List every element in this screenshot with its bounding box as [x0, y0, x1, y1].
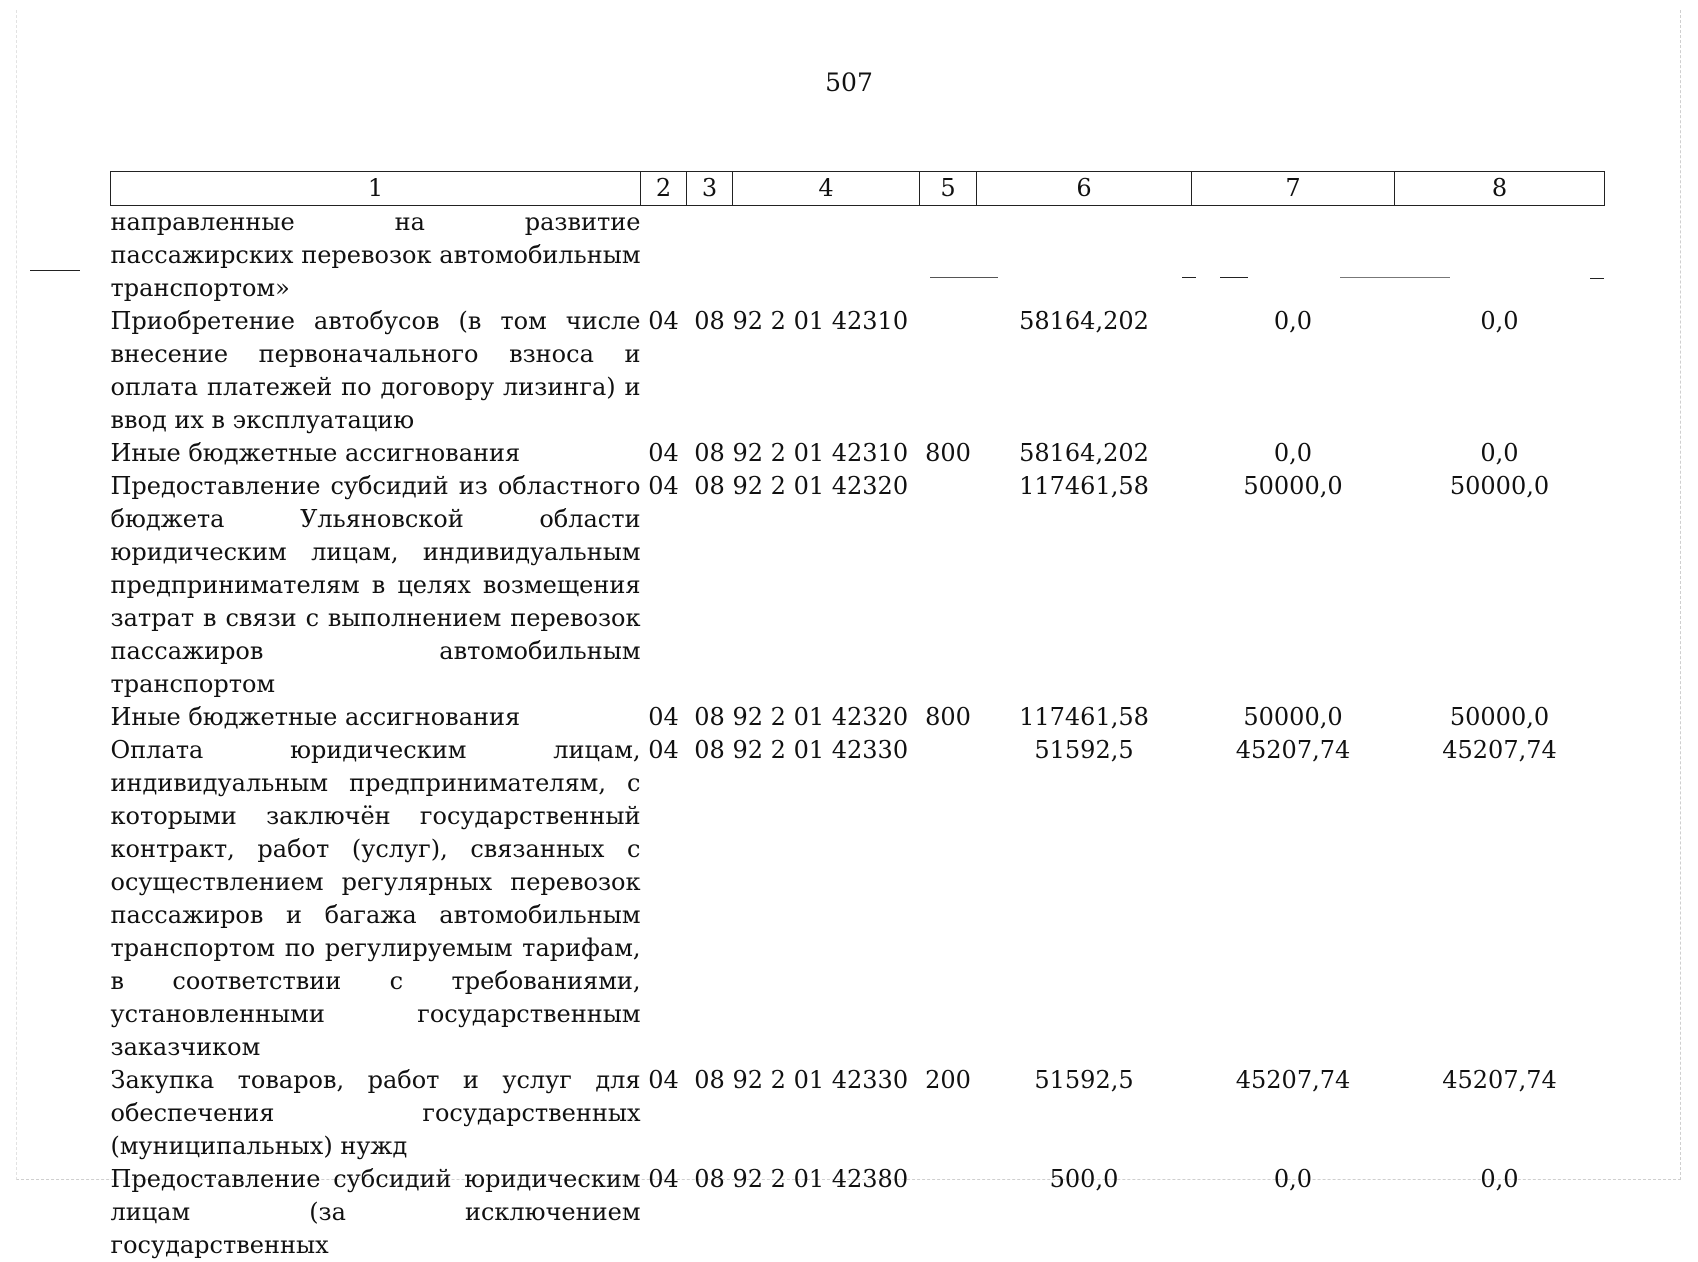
row-section: 04 — [648, 439, 679, 467]
row-section: 04 — [648, 1066, 679, 1094]
row-subsection: 08 — [694, 736, 725, 764]
header-col-4: 4 — [733, 172, 920, 206]
row-subsection: 08 — [694, 472, 725, 500]
row-name: Иные бюджетные ассигнования — [110, 703, 521, 731]
page-number: 507 — [825, 68, 873, 97]
row-value-8: 50000,0 — [1449, 472, 1550, 500]
row-target-code: 92 2 01 42310 — [732, 307, 909, 335]
row-value-6: 58164,202 — [1019, 307, 1149, 335]
row-subsection: 08 — [694, 307, 725, 335]
row-value-8 — [1395, 206, 1605, 306]
row-value-6: 117461,58 — [1019, 472, 1149, 500]
row-target-code: 92 2 01 42320 — [732, 472, 909, 500]
row-value-8: 45207,74 — [1442, 736, 1557, 764]
row-expense-type — [920, 305, 977, 437]
header-col-7: 7 — [1192, 172, 1395, 206]
row-value-6: 51592,5 — [1034, 736, 1134, 764]
table-row — [111, 701, 1605, 734]
row-name: Предоставление субсидий юридическим лицам (за исключением государственных — [110, 1165, 641, 1259]
row-expense-type — [920, 734, 977, 1064]
row-value-6: 51592,5 — [1034, 1066, 1134, 1094]
row-value-7: 0,0 — [1273, 439, 1313, 467]
row-value-7: 50000,0 — [1243, 472, 1343, 500]
row-subsection: 08 — [694, 703, 725, 731]
row-subsection: 08 — [694, 1066, 725, 1094]
row-name: Иные бюджетные ассигнования — [110, 439, 521, 467]
row-subsection: 08 — [694, 439, 725, 467]
row-section: 04 — [648, 736, 679, 764]
header-col-8: 8 — [1395, 172, 1605, 206]
table-row — [111, 470, 1605, 701]
row-target-code: 92 2 01 42380 — [732, 1165, 909, 1193]
row-value-8: 0,0 — [1480, 307, 1519, 335]
row-expense-type: 800 — [925, 703, 971, 731]
header-col-1: 1 — [111, 172, 641, 206]
row-value-6: 58164,202 — [1019, 439, 1149, 467]
row-value-8: 0,0 — [1480, 439, 1519, 467]
header-col-5: 5 — [920, 172, 977, 206]
scan-artifact-dash — [30, 270, 80, 271]
header-col-6: 6 — [977, 172, 1192, 206]
header-col-3: 3 — [687, 172, 733, 206]
row-value-8: 0,0 — [1480, 1165, 1519, 1193]
row-expense-type — [920, 1163, 977, 1262]
header-col-2: 2 — [641, 172, 687, 206]
row-value-7: 0,0 — [1273, 1165, 1313, 1193]
row-section: 04 — [648, 1165, 679, 1193]
row-value-6 — [977, 206, 1192, 306]
row-expense-type: 200 — [925, 1066, 971, 1094]
row-section: 04 — [648, 703, 679, 731]
row-subsection: 08 — [694, 1165, 725, 1193]
row-value-7: 45207,74 — [1235, 1066, 1351, 1094]
row-section: 04 — [648, 307, 679, 335]
table-row — [111, 206, 1605, 306]
row-expense-type — [920, 206, 977, 306]
row-name: Предоставление субсидий из областного бюджета Ульяновской области юридическим лицам, индивидуальным предпринимателям в целях возмещения затрат в связи с выполнением перевозок пассажиров автомобильным транспортом — [110, 472, 641, 698]
row-expense-type — [920, 470, 977, 701]
row-target-code: 92 2 01 42330 — [732, 1066, 909, 1094]
row-value-6: 500,0 — [1049, 1165, 1119, 1193]
row-target-code: 92 2 01 42330 — [732, 736, 909, 764]
header-row — [111, 172, 1605, 206]
row-value-7: 50000,0 — [1243, 703, 1343, 731]
row-name: Оплата юридическим лицам, индивидуальным предпринимателям, с которыми заключён государственный контракт, работ (услуг), связанных с осуществлением регулярных перевозок пассажиров и багажа автомобильным транспортом по регулируемым тарифам, в соответствии с требованиями, установленными государственным заказчиком — [110, 736, 641, 1061]
row-value-8: 45207,74 — [1442, 1066, 1557, 1094]
row-value-7 — [1192, 206, 1395, 306]
row-name: Приобретение автобусов (в том числе внесение первоначального взноса и оплата платежей по договору лизинга) и ввод их в эксплуатацию — [110, 307, 641, 434]
table-row — [111, 1163, 1605, 1262]
row-target-code — [733, 206, 920, 306]
row-name: направленные на развитие пассажирских перевозок автомобильным транспортом» — [110, 208, 641, 302]
row-section — [641, 206, 687, 306]
row-subsection — [687, 206, 733, 306]
row-expense-type: 800 — [925, 439, 971, 467]
budget-table — [110, 171, 1605, 1262]
row-name: Закупка товаров, работ и услуг для обеспечения государственных (муниципальных) нужд — [110, 1066, 641, 1160]
table-row — [111, 734, 1605, 1064]
row-target-code: 92 2 01 42320 — [732, 703, 909, 731]
row-value-8: 50000,0 — [1449, 703, 1550, 731]
row-value-6: 117461,58 — [1019, 703, 1149, 731]
row-section: 04 — [648, 472, 679, 500]
row-target-code: 92 2 01 42310 — [732, 439, 909, 467]
table-row — [111, 1064, 1605, 1163]
row-value-7: 45207,74 — [1235, 736, 1351, 764]
row-value-7: 0,0 — [1273, 307, 1313, 335]
table-row — [111, 305, 1605, 437]
table-row — [111, 437, 1605, 470]
